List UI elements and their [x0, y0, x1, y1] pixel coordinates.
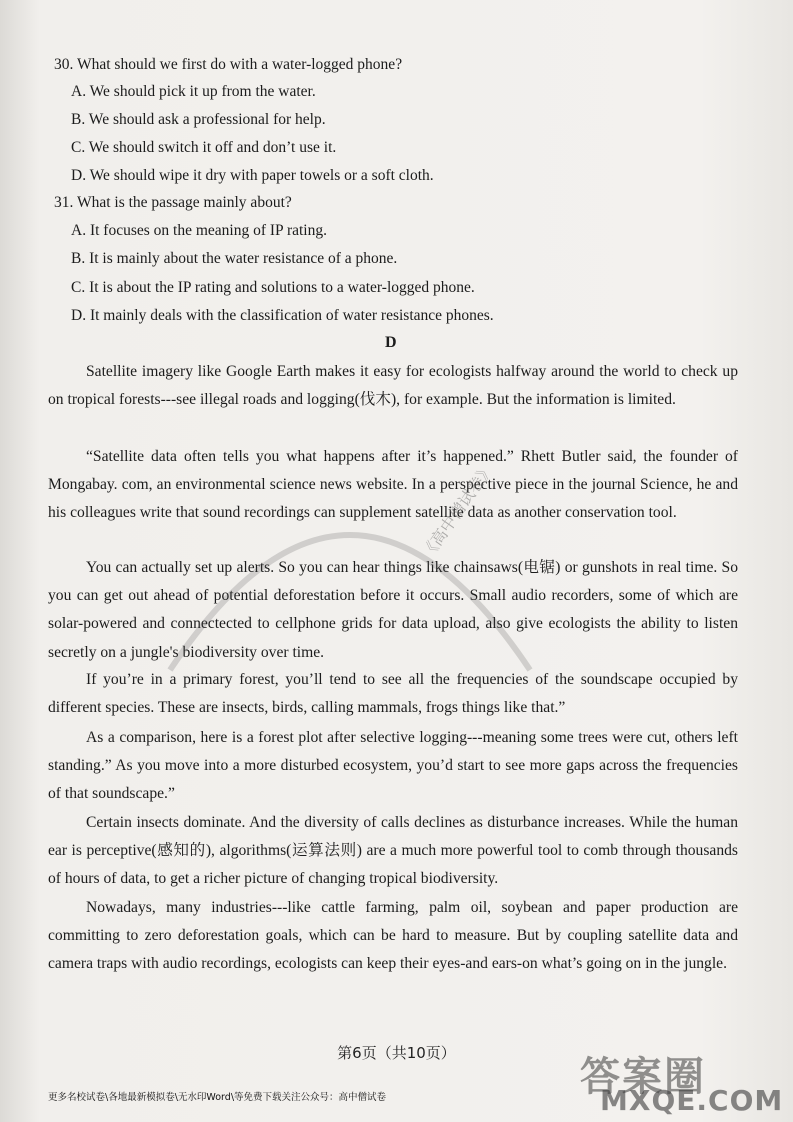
passage-paragraph-7: Nowadays, many industries---like cattle farming, palm oil, soybean and paper production are committing to zero deforestation goals, which can be hard to measure. But by coupling satellite data and camera traps with audio recordings, ecologists can keep their eyes-and ears-on what’s going on in the jungle.: [48, 899, 738, 973]
question-30-option-c: C. We should switch it off and don’t use it.: [71, 139, 337, 156]
question-31-option-c: C. It is about the IP rating and solutions to a water-logged phone.: [71, 279, 475, 296]
passage-paragraph-3: You can actually set up alerts. So you can hear things like chainsaws(电锯) or gunshots in real time. So you can get out ahead of potential deforestation before it occurs. Small audio recorders, some of which are solar-powered and connectected to cellphone grids for data upload, also give ecologists the ability to listen secretly on a jungle's biodiversity over time.: [48, 559, 738, 661]
passage-paragraph-5: As a comparison, here is a forest plot after selective logging---meaning some trees were cut, others left standing.” As you move into a more disturbed ecosystem, you’d start to see more gaps across the frequencies of that soundscape.”: [48, 729, 738, 803]
site-watermark-logo: 答案圈: [580, 1054, 706, 1100]
passage-paragraph-2: “Satellite data often tells you what happens after it’s happened.” Rhett Butler said, the founder of Mongabay. com, an environmental science news website. In a perspective piece in the journal Science, he and his colleagues write that sound recordings can supplement satellite data as another conservation tool.: [48, 448, 738, 522]
page-number: 第6页（共10页）: [337, 1044, 456, 1062]
download-note: 更多名校试卷\各地最新模拟卷\无水印Word\等免费下载关注公众号：高中僧试卷: [48, 1092, 387, 1103]
section-heading: D: [385, 334, 397, 351]
question-30-stem: 30. What should we first do with a water-logged phone?: [54, 56, 403, 73]
passage-paragraph-6: Certain insects dominate. And the diversity of calls declines as disturbance increases. While the human ear is perceptive(感知的), algorithms(运算法则) are a much more powerful tool to comb through thousands of hours of data, to get a richer picture of changing tropical biodiversity.: [48, 814, 738, 888]
passage-paragraph-4: If you’re in a primary forest, you’ll tend to see all the frequencies of the soundscape occupied by different species. These are insects, birds, calling mammals, frogs things like that.”: [48, 671, 738, 717]
passage-paragraph-1: Satellite imagery like Google Earth makes it easy for ecologists halfway around the world to check up on tropical forests---see illegal roads and logging(伐木), for example. But the information is limited.: [48, 363, 738, 409]
question-31-option-a: A. It focuses on the meaning of IP rating.: [71, 222, 327, 239]
question-31-option-b: B. It is mainly about the water resistance of a phone.: [71, 250, 398, 267]
question-31-stem: 31. What is the passage mainly about?: [54, 194, 292, 211]
question-31-option-d: D. It mainly deals with the classification of water resistance phones.: [71, 307, 494, 324]
question-30-option-a: A. We should pick it up from the water.: [71, 83, 316, 100]
question-30-option-b: B. We should ask a professional for help.: [71, 111, 326, 128]
stamp-text: 《高中僧试卷》: [417, 459, 498, 563]
question-30-option-d: D. We should wipe it dry with paper towels or a soft cloth.: [71, 167, 434, 184]
site-watermark-url: MXQE.COM: [600, 1084, 784, 1117]
